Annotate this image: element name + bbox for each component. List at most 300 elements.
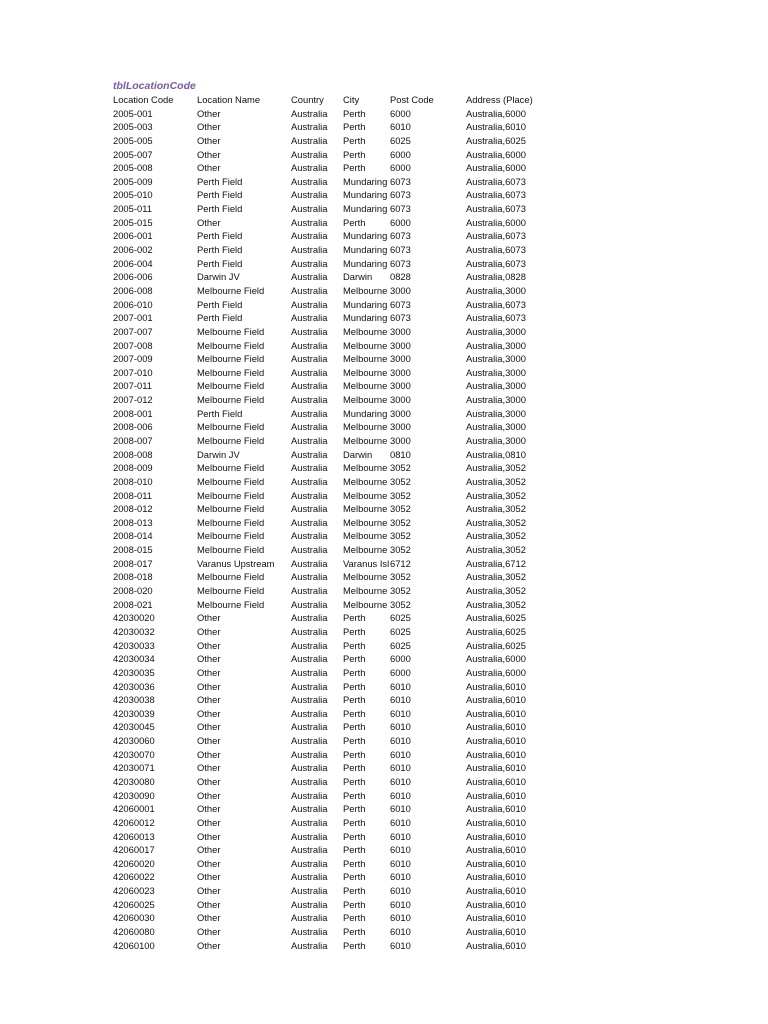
cell-city: Perth <box>343 857 366 869</box>
cell-city: Perth <box>343 121 366 133</box>
cell-location-code: 2008-012 <box>113 503 153 515</box>
cell-location-name: Melbourne Field <box>197 339 265 351</box>
cell-country: Australia <box>291 844 328 856</box>
table-row <box>113 475 733 489</box>
cell-location-name: Other <box>197 625 221 637</box>
cell-address-place: Australia,3052 <box>466 462 526 474</box>
table-row <box>113 666 733 680</box>
table-row <box>113 789 733 803</box>
cell-location-code: 42060012 <box>113 816 155 828</box>
table-row <box>113 311 733 325</box>
cell-country: Australia <box>291 666 328 678</box>
cell-city: Perth <box>343 776 366 787</box>
cell-address-place: Australia,6010 <box>466 912 526 924</box>
table-row <box>113 680 733 694</box>
cell-post-code: 6010 <box>390 803 411 815</box>
cell-post-code: 6010 <box>390 680 411 692</box>
cell-address-place: Australia,6010 <box>466 926 526 938</box>
cell-post-code: 3052 <box>390 544 411 556</box>
table-row <box>113 639 733 653</box>
cell-location-name: Perth Field <box>197 230 243 242</box>
table-row <box>113 502 733 516</box>
cell-post-code: 3000 <box>390 325 411 337</box>
cell-address-place: Australia,3052 <box>466 571 526 583</box>
cell-location-name: Other <box>197 885 221 897</box>
cell-country: Australia <box>291 830 328 842</box>
cell-address-place: Australia,3052 <box>466 516 526 528</box>
cell-location-name: Other <box>197 735 221 747</box>
cell-address-place: Australia,6073 <box>466 189 526 201</box>
cell-post-code: 3000 <box>390 421 411 433</box>
cell-country: Australia <box>291 516 328 528</box>
cell-location-name: Perth Field <box>197 175 243 187</box>
cell-post-code: 3052 <box>390 475 411 487</box>
cell-address-place: Australia,6073 <box>466 230 526 242</box>
cell-country: Australia <box>291 407 328 419</box>
cell-address-place: Australia,3000 <box>466 284 526 296</box>
cell-country: Australia <box>291 216 328 228</box>
cell-country: Australia <box>291 230 328 242</box>
cell-city: Perth <box>343 216 366 228</box>
cell-location-code: 42060017 <box>113 844 155 856</box>
cell-country: Australia <box>291 475 328 487</box>
cell-address-place: Australia,6010 <box>466 694 526 706</box>
cell-location-code: 2008-008 <box>113 448 153 460</box>
cell-location-name: Other <box>197 694 221 706</box>
cell-post-code: 3000 <box>390 353 411 365</box>
cell-location-name: Darwin JV <box>197 271 240 283</box>
table-row <box>113 775 733 789</box>
cell-country: Australia <box>291 394 328 406</box>
cell-location-code: 2006-001 <box>113 230 153 242</box>
cell-location-name: Other <box>197 721 221 733</box>
cell-address-place: Australia,3052 <box>466 530 526 542</box>
cell-post-code: 6073 <box>390 175 411 187</box>
cell-location-code: 42030033 <box>113 639 155 651</box>
cell-address-place: Australia,3052 <box>466 489 526 501</box>
table-row <box>113 393 733 407</box>
cell-post-code: 3000 <box>390 394 411 406</box>
cell-city: Melbourne <box>343 394 388 406</box>
cell-location-name: Perth Field <box>197 298 243 310</box>
cell-location-name: Melbourne Field <box>197 325 265 337</box>
cell-address-place: Australia,3000 <box>466 407 526 419</box>
cell-city: Melbourne <box>343 475 388 487</box>
cell-city: Melbourne <box>343 516 388 528</box>
cell-address-place: Australia,6010 <box>466 121 526 133</box>
cell-city: Perth <box>343 625 366 637</box>
cell-location-name: Melbourne Field <box>197 530 265 542</box>
cell-post-code: 6010 <box>390 121 411 133</box>
cell-location-name: Other <box>197 653 221 665</box>
cell-city: Perth <box>343 803 366 815</box>
cell-location-name: Other <box>197 162 221 174</box>
cell-city: Perth <box>343 666 366 678</box>
cell-address-place: Australia,6025 <box>466 612 526 624</box>
cell-post-code: 6010 <box>390 885 411 897</box>
cell-city: Melbourne <box>343 339 388 351</box>
table-row <box>113 229 733 243</box>
cell-post-code: 6010 <box>390 844 411 856</box>
cell-location-code: 42060022 <box>113 871 155 883</box>
cell-address-place: Australia,6010 <box>466 844 526 856</box>
cell-post-code: 6073 <box>390 230 411 242</box>
cell-address-place: Australia,6010 <box>466 748 526 760</box>
table-row <box>113 611 733 625</box>
cell-location-name: Other <box>197 816 221 828</box>
cell-location-name: Other <box>197 216 221 228</box>
cell-location-code: 2006-002 <box>113 244 153 256</box>
cell-country: Australia <box>291 939 328 951</box>
cell-address-place: Australia,6010 <box>466 898 526 910</box>
cell-city: Perth <box>343 885 366 897</box>
cell-city: Mundaring <box>343 407 388 419</box>
cell-post-code: 6010 <box>390 694 411 706</box>
cell-city: Melbourne <box>343 421 388 433</box>
cell-post-code: 6073 <box>390 298 411 310</box>
cell-location-name: Other <box>197 121 221 133</box>
cell-country: Australia <box>291 353 328 365</box>
cell-location-name: Melbourne Field <box>197 380 265 392</box>
cell-city: Melbourne <box>343 544 388 556</box>
cell-location-name: Melbourne Field <box>197 544 265 556</box>
table-row <box>113 816 733 830</box>
cell-address-place: Australia,6010 <box>466 776 526 787</box>
cell-post-code: 6010 <box>390 926 411 938</box>
cell-country: Australia <box>291 803 328 815</box>
cell-country: Australia <box>291 107 328 119</box>
cell-location-code: 2007-011 <box>113 380 152 392</box>
cell-city: Perth <box>343 107 366 119</box>
cell-post-code: 3052 <box>390 598 411 610</box>
cell-post-code: 3000 <box>390 380 411 392</box>
cell-address-place: Australia,6010 <box>466 803 526 815</box>
cell-country: Australia <box>291 544 328 556</box>
cell-city: Melbourne <box>343 530 388 542</box>
cell-country: Australia <box>291 421 328 433</box>
cell-location-name: Melbourne Field <box>197 475 265 487</box>
cell-country: Australia <box>291 271 328 283</box>
cell-location-code: 42060030 <box>113 912 155 924</box>
cell-location-name: Perth Field <box>197 244 243 256</box>
cell-location-name: Melbourne Field <box>197 489 265 501</box>
cell-city: Melbourne <box>343 435 388 446</box>
cell-post-code: 6073 <box>390 189 411 201</box>
cell-location-name: Other <box>197 898 221 910</box>
cell-location-name: Perth Field <box>197 312 243 324</box>
cell-address-place: Australia,3000 <box>466 421 526 433</box>
cell-location-code: 2007-012 <box>113 394 153 406</box>
cell-city: Melbourne <box>343 585 388 597</box>
cell-post-code: 3052 <box>390 462 411 474</box>
cell-post-code: 3052 <box>390 530 411 542</box>
table-row <box>113 830 733 844</box>
cell-post-code: 3000 <box>390 366 411 378</box>
table-row <box>113 884 733 898</box>
cell-location-name: Darwin JV <box>197 448 240 460</box>
cell-address-place: Australia,6010 <box>466 735 526 747</box>
cell-country: Australia <box>291 189 328 201</box>
cell-location-code: 42060100 <box>113 939 155 951</box>
cell-location-name: Perth Field <box>197 189 243 201</box>
table-row <box>113 652 733 666</box>
header-post-code: Post Code <box>390 94 434 105</box>
table-row <box>113 284 733 298</box>
cell-location-code: 2008-011 <box>113 489 152 501</box>
cell-location-code: 42060080 <box>113 926 155 938</box>
table-row <box>113 339 733 353</box>
cell-post-code: 6025 <box>390 134 411 146</box>
cell-location-name: Other <box>197 612 221 624</box>
cell-post-code: 6000 <box>390 666 411 678</box>
cell-address-place: Australia,6000 <box>466 107 526 119</box>
cell-address-place: Australia,6010 <box>466 816 526 828</box>
table-row <box>113 188 733 202</box>
cell-location-code: 2008-015 <box>113 544 153 556</box>
cell-post-code: 3052 <box>390 503 411 515</box>
cell-city: Perth <box>343 735 366 747</box>
table-row <box>113 857 733 871</box>
cell-location-name: Other <box>197 871 221 883</box>
cell-city: Mundaring <box>343 312 388 324</box>
cell-location-code: 2008-013 <box>113 516 153 528</box>
cell-location-code: 42060023 <box>113 885 155 897</box>
cell-post-code: 6712 <box>390 557 411 569</box>
cell-city: Mundaring <box>343 244 388 256</box>
table-row <box>113 298 733 312</box>
cell-post-code: 6025 <box>390 639 411 651</box>
cell-location-name: Other <box>197 857 221 869</box>
cell-country: Australia <box>291 926 328 938</box>
cell-country: Australia <box>291 789 328 801</box>
cell-address-place: Australia,6010 <box>466 762 526 774</box>
cell-location-code: 2007-008 <box>113 339 153 351</box>
cell-post-code: 6000 <box>390 107 411 119</box>
cell-location-name: Other <box>197 939 221 951</box>
cell-location-code: 2006-010 <box>113 298 153 310</box>
cell-city: Mundaring <box>343 203 388 215</box>
cell-address-place: Australia,3000 <box>466 380 526 392</box>
cell-city: Perth <box>343 134 366 146</box>
cell-location-name: Other <box>197 926 221 938</box>
cell-country: Australia <box>291 121 328 133</box>
cell-location-code: 2007-007 <box>113 325 153 337</box>
table-row <box>113 448 733 462</box>
cell-city: Perth <box>343 830 366 842</box>
cell-location-code: 2005-009 <box>113 175 153 187</box>
table-row <box>113 148 733 162</box>
cell-post-code: 3000 <box>390 284 411 296</box>
table-row <box>113 434 733 448</box>
cell-location-name: Other <box>197 148 221 160</box>
cell-city: Perth <box>343 721 366 733</box>
cell-post-code: 6000 <box>390 216 411 228</box>
cell-country: Australia <box>291 175 328 187</box>
cell-location-code: 2006-004 <box>113 257 153 269</box>
cell-country: Australia <box>291 680 328 692</box>
cell-location-name: Melbourne Field <box>197 435 265 446</box>
header-address-place: Address (Place) <box>466 94 533 105</box>
header-city: City <box>343 94 360 105</box>
cell-location-name: Melbourne Field <box>197 353 265 365</box>
cell-location-code: 2007-001 <box>113 312 153 324</box>
cell-country: Australia <box>291 585 328 597</box>
cell-location-code: 42060001 <box>113 803 155 815</box>
cell-city: Melbourne <box>343 571 388 583</box>
table-row <box>113 870 733 884</box>
cell-country: Australia <box>291 762 328 774</box>
cell-city: Perth <box>343 162 366 174</box>
table-row <box>113 570 733 584</box>
cell-address-place: Australia,6000 <box>466 162 526 174</box>
cell-location-code: 2008-009 <box>113 462 153 474</box>
cell-city: Perth <box>343 707 366 719</box>
table-row <box>113 598 733 612</box>
table-row <box>113 489 733 503</box>
table-row <box>113 420 733 434</box>
cell-location-code: 2007-010 <box>113 366 153 378</box>
cell-city: Perth <box>343 816 366 828</box>
cell-location-code: 42030036 <box>113 680 155 692</box>
table-row <box>113 107 733 121</box>
table-row <box>113 911 733 925</box>
cell-country: Australia <box>291 435 328 446</box>
cell-country: Australia <box>291 203 328 215</box>
cell-address-place: Australia,3000 <box>466 366 526 378</box>
cell-address-place: Australia,3052 <box>466 598 526 610</box>
cell-location-name: Other <box>197 680 221 692</box>
cell-country: Australia <box>291 530 328 542</box>
cell-post-code: 3052 <box>390 585 411 597</box>
table-row <box>113 693 733 707</box>
cell-address-place: Australia,3000 <box>466 339 526 351</box>
cell-location-name: Melbourne Field <box>197 421 265 433</box>
table-row <box>113 584 733 598</box>
cell-location-code: 42030060 <box>113 735 155 747</box>
table-header-row <box>113 93 733 107</box>
cell-location-code: 2007-009 <box>113 353 153 365</box>
cell-city: Melbourne <box>343 489 388 501</box>
table-row <box>113 761 733 775</box>
cell-location-name: Melbourne Field <box>197 585 265 597</box>
table-row <box>113 748 733 762</box>
table-row <box>113 325 733 339</box>
cell-location-name: Other <box>197 707 221 719</box>
table-row <box>113 270 733 284</box>
cell-location-code: 42030070 <box>113 748 155 760</box>
table-row <box>113 707 733 721</box>
cell-location-code: 42030035 <box>113 666 155 678</box>
cell-address-place: Australia,3052 <box>466 585 526 597</box>
cell-city: Melbourne <box>343 366 388 378</box>
cell-location-name: Other <box>197 844 221 856</box>
cell-city: Mundaring <box>343 175 388 187</box>
cell-address-place: Australia,6010 <box>466 721 526 733</box>
cell-city: Mundaring <box>343 257 388 269</box>
cell-post-code: 0810 <box>390 448 411 460</box>
table-row <box>113 543 733 557</box>
cell-city: Perth <box>343 639 366 651</box>
table-row <box>113 802 733 816</box>
cell-country: Australia <box>291 503 328 515</box>
cell-location-name: Other <box>197 666 221 678</box>
table-row <box>113 557 733 571</box>
cell-country: Australia <box>291 244 328 256</box>
cell-city: Melbourne <box>343 598 388 610</box>
cell-country: Australia <box>291 366 328 378</box>
cell-address-place: Australia,6712 <box>466 557 526 569</box>
cell-city: Melbourne <box>343 503 388 515</box>
cell-address-place: Australia,3052 <box>466 475 526 487</box>
cell-address-place: Australia,3052 <box>466 503 526 515</box>
cell-country: Australia <box>291 571 328 583</box>
cell-location-name: Perth Field <box>197 257 243 269</box>
cell-city: Darwin <box>343 448 373 460</box>
table-row <box>113 734 733 748</box>
cell-location-code: 42030071 <box>113 762 155 774</box>
table-row <box>113 843 733 857</box>
table-row <box>113 120 733 134</box>
cell-city: Perth <box>343 844 366 856</box>
table-row <box>113 202 733 216</box>
cell-location-code: 2005-015 <box>113 216 153 228</box>
cell-city: Perth <box>343 912 366 924</box>
cell-post-code: 3052 <box>390 571 411 583</box>
cell-city: Darwin <box>343 271 373 283</box>
cell-country: Australia <box>291 162 328 174</box>
cell-location-name: Varanus Upstream <box>197 557 275 569</box>
table-row <box>113 175 733 189</box>
cell-address-place: Australia,3000 <box>466 435 526 446</box>
cell-country: Australia <box>291 694 328 706</box>
cell-post-code: 6010 <box>390 898 411 910</box>
cell-location-name: Perth Field <box>197 407 243 419</box>
cell-address-place: Australia,6010 <box>466 939 526 951</box>
cell-country: Australia <box>291 462 328 474</box>
cell-country: Australia <box>291 148 328 160</box>
cell-address-place: Australia,6073 <box>466 244 526 256</box>
cell-city: Perth <box>343 762 366 774</box>
cell-city: Melbourne <box>343 380 388 392</box>
cell-address-place: Australia,6000 <box>466 148 526 160</box>
cell-post-code: 6010 <box>390 789 411 801</box>
table-row <box>113 407 733 421</box>
cell-city: Perth <box>343 926 366 938</box>
cell-location-name: Other <box>197 803 221 815</box>
cell-location-name: Melbourne Field <box>197 366 265 378</box>
cell-location-code: 2005-005 <box>113 134 153 146</box>
cell-location-name: Perth Field <box>197 203 243 215</box>
cell-post-code: 6000 <box>390 653 411 665</box>
cell-address-place: Australia,3052 <box>466 544 526 556</box>
cell-location-code: 42060013 <box>113 830 155 842</box>
cell-post-code: 6010 <box>390 721 411 733</box>
cell-post-code: 6000 <box>390 162 411 174</box>
cell-address-place: Australia,6010 <box>466 871 526 883</box>
cell-city: Perth <box>343 871 366 883</box>
cell-location-name: Melbourne Field <box>197 394 265 406</box>
cell-address-place: Australia,6010 <box>466 885 526 897</box>
cell-country: Australia <box>291 612 328 624</box>
cell-location-name: Other <box>197 639 221 651</box>
cell-location-name: Melbourne Field <box>197 284 265 296</box>
cell-address-place: Australia,6000 <box>466 666 526 678</box>
cell-address-place: Australia,6073 <box>466 175 526 187</box>
cell-location-code: 2005-010 <box>113 189 153 201</box>
header-location-code: Location Code <box>113 94 174 105</box>
cell-location-name: Melbourne Field <box>197 462 265 474</box>
cell-post-code: 6010 <box>390 871 411 883</box>
